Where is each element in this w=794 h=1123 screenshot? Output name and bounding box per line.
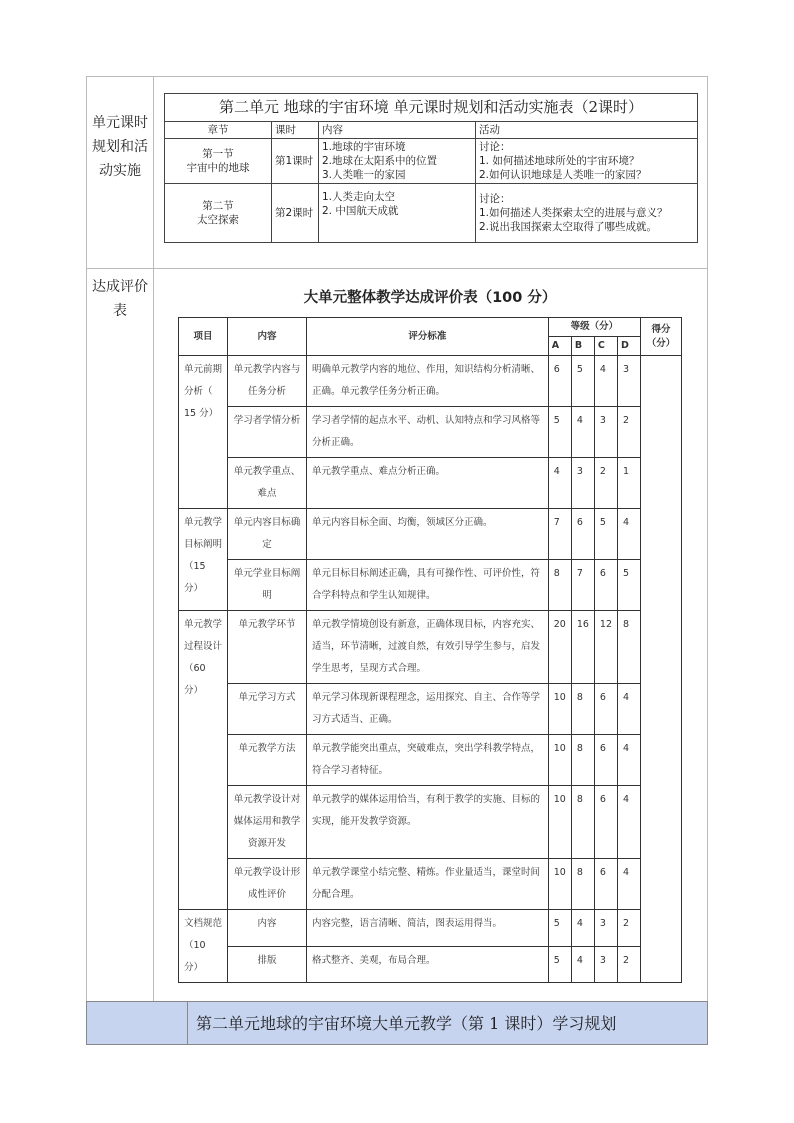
plan-content [319, 139, 476, 184]
grade-c: 3 [594, 910, 617, 947]
plan-period: 第2课时 [272, 184, 319, 242]
grade-c: 4 [594, 356, 617, 407]
eval-criteria: 内容完整，语言清晰、简洁，图表运用得当。 [307, 910, 549, 947]
eval-header-grade: 等级（分） [548, 318, 640, 337]
eval-content: 单元教学方法 [228, 735, 307, 786]
content-line: 2.地球在太阳系中的位置 [322, 155, 438, 167]
grade-d: 1 [618, 458, 641, 509]
plan-header-chapter: 章节 [165, 122, 272, 139]
eval-content: 内容 [228, 910, 307, 947]
grade-a: 6 [548, 356, 571, 407]
grade-d: 8 [618, 611, 641, 684]
eval-group-name: 单元前期分析（ 15 分） [179, 356, 228, 509]
eval-content: 单元内容目标确定 [228, 509, 307, 560]
grade-a: 5 [548, 946, 571, 983]
grade-d-header: D [618, 337, 641, 356]
activity-line: 讨论： [479, 192, 511, 205]
score-cell[interactable] [641, 356, 682, 983]
grade-b: 8 [571, 735, 594, 786]
grade-a: 20 [548, 611, 571, 684]
grade-c: 3 [594, 407, 617, 458]
activity-line: 1.如何描述人类探索太空的进展与意义？ [479, 206, 668, 219]
eval-row [179, 859, 682, 910]
grade-d: 5 [618, 560, 641, 611]
plan-chapter [165, 139, 272, 184]
content-line: 3.人类唯一的家园 [322, 169, 406, 181]
grade-d: 3 [618, 356, 641, 407]
grade-a: 5 [548, 407, 571, 458]
activity-line: 2.说出我国探索太空取得了哪些成就。 [479, 220, 658, 233]
eval-section-row [86, 269, 708, 1004]
eval-content: 单元学业目标阐明 [228, 560, 307, 611]
grade-b-header: B [571, 337, 594, 356]
eval-header-item: 项目 [179, 318, 228, 356]
eval-row [179, 786, 682, 859]
eval-content: 学习者学情分析 [228, 407, 307, 458]
eval-content: 单元教学设计形成性评价 [228, 859, 307, 910]
eval-criteria: 单元目标目标阐述正确，具有可操作性、可评价性，符合学科特点和学生认知规律。 [307, 560, 549, 611]
next-section-banner [86, 1001, 708, 1045]
plan-header-content: 内容 [319, 122, 476, 139]
grade-a: 4 [548, 458, 571, 509]
grade-c: 6 [594, 560, 617, 611]
chapter-title: 宇宙中的地球 [186, 162, 250, 174]
grade-b: 4 [571, 407, 594, 458]
grade-d: 4 [618, 735, 641, 786]
grade-a: 10 [548, 684, 571, 735]
grade-c-header: C [594, 337, 617, 356]
eval-criteria: 明确单元教学内容的地位、作用，知识结构分析清晰、正确。单元教学任务分析正确。 [307, 356, 549, 407]
grade-b: 8 [571, 859, 594, 910]
eval-header-criteria: 评分标准 [307, 318, 549, 356]
eval-content: 单元教学环节 [228, 611, 307, 684]
section-label-eval: 达成评价表 [87, 269, 154, 1003]
eval-row [179, 509, 682, 560]
chapter-number: 第二节 [202, 199, 234, 212]
eval-group-name: 单元教学目标阐明（15 分） [179, 509, 228, 611]
content-line: 2. 中国航天成就 [322, 205, 399, 217]
plan-table [164, 93, 698, 243]
grade-a: 10 [548, 859, 571, 910]
plan-header-activity: 活动 [476, 122, 698, 139]
grade-d: 4 [618, 859, 641, 910]
eval-row [179, 684, 682, 735]
grade-b: 7 [571, 560, 594, 611]
eval-row [179, 910, 682, 947]
plan-title: 第二单元 地球的宇宙环境 单元课时规划和活动实施表（2课时） [165, 94, 697, 122]
eval-criteria: 单元教学能突出重点，突破难点，突出学科教学特点，符合学习者特征。 [307, 735, 549, 786]
plan-content [319, 184, 476, 242]
eval-content: 单元教学内容与任务分析 [228, 356, 307, 407]
eval-row [179, 560, 682, 611]
grade-b: 3 [571, 458, 594, 509]
activity-line: 讨论： [479, 141, 511, 153]
grade-b: 8 [571, 786, 594, 859]
eval-header-content: 内容 [228, 318, 307, 356]
eval-row [179, 735, 682, 786]
eval-criteria: 学习者学情的起点水平、动机、认知特点和学习风格等分析正确。 [307, 407, 549, 458]
grade-d: 2 [618, 946, 641, 983]
grade-d: 2 [618, 910, 641, 947]
eval-table-block [170, 279, 690, 983]
grade-c: 12 [594, 611, 617, 684]
eval-criteria: 单元教学重点、难点分析正确。 [307, 458, 549, 509]
plan-activity [476, 184, 698, 242]
eval-content: 单元学习方式 [228, 684, 307, 735]
grade-a-header: A [548, 337, 571, 356]
grade-d: 4 [618, 509, 641, 560]
grade-c: 6 [594, 786, 617, 859]
eval-group-name: 单元教学过程设计（60 分） [179, 611, 228, 910]
grade-b: 6 [571, 509, 594, 560]
eval-group-name: 文档规范（10 分） [179, 910, 228, 983]
content-line: 1.地球的宇宙环境 [322, 141, 406, 153]
grade-c: 6 [594, 735, 617, 786]
document-table [86, 76, 708, 1004]
grade-a: 7 [548, 509, 571, 560]
eval-criteria: 单元内容目标全面、均衡，领域区分正确。 [307, 509, 549, 560]
plan-header-period: 课时 [272, 122, 319, 139]
eval-criteria: 单元教学的媒体运用恰当，有利于教学的实施、目标的实现，能开发教学资源。 [307, 786, 549, 859]
grade-a: 8 [548, 560, 571, 611]
banner-title: 第二单元地球的宇宙环境大单元教学（第 1 课时）学习规划 [188, 1002, 707, 1044]
eval-row [179, 356, 682, 407]
eval-criteria: 单元教学情境创设有新意，正确体现目标，内容充实、适当，环节清晰，过渡自然，有效引导学生参与，启发学生思考，呈现方式合理。 [307, 611, 549, 684]
eval-title: 大单元整体教学达成评价表（100 分） [303, 290, 557, 306]
grade-a: 10 [548, 786, 571, 859]
grade-a: 10 [548, 735, 571, 786]
plan-row [165, 184, 697, 242]
eval-section-content [154, 269, 707, 1003]
grade-c: 3 [594, 946, 617, 983]
plan-activity [476, 139, 698, 184]
grade-a: 5 [548, 910, 571, 947]
plan-section-row [86, 76, 708, 269]
eval-row [179, 458, 682, 509]
chapter-title: 太空探索 [197, 213, 239, 226]
eval-criteria: 格式整齐、美观，布局合理。 [307, 946, 549, 983]
plan-row [165, 139, 697, 184]
eval-content: 单元教学重点、难点 [228, 458, 307, 509]
grade-b: 4 [571, 946, 594, 983]
plan-period: 第1课时 [272, 139, 319, 184]
grade-d: 4 [618, 684, 641, 735]
activity-line: 2.如何认识地球是人类唯一的家园？ [479, 169, 647, 181]
eval-header-score: 得分（分） [641, 318, 682, 356]
grade-c: 6 [594, 684, 617, 735]
eval-row [179, 946, 682, 983]
plan-chapter [165, 184, 272, 242]
eval-criteria: 单元学习体现新课程理念，运用探究、自主、合作等学习方式适当、正确。 [307, 684, 549, 735]
chapter-number: 第一节 [202, 148, 234, 160]
grade-b: 5 [571, 356, 594, 407]
eval-row [179, 407, 682, 458]
grade-c: 5 [594, 509, 617, 560]
eval-content: 排版 [228, 946, 307, 983]
grade-b: 8 [571, 684, 594, 735]
grade-c: 6 [594, 859, 617, 910]
eval-criteria: 单元教学课堂小结完整、精炼。作业量适当，课堂时间分配合理。 [307, 859, 549, 910]
grade-b: 16 [571, 611, 594, 684]
grade-d: 2 [618, 407, 641, 458]
activity-line: 1. 如何描述地球所处的宇宙环境？ [479, 155, 640, 167]
banner-label-cell [87, 1002, 188, 1044]
grade-c: 2 [594, 458, 617, 509]
eval-content: 单元教学设计对媒体运用和教学资源开发 [228, 786, 307, 859]
grade-b: 4 [571, 910, 594, 947]
eval-table [178, 317, 682, 983]
content-line: 1.人类走向太空 [322, 191, 396, 203]
grade-d: 4 [618, 786, 641, 859]
eval-row [179, 611, 682, 684]
plan-section-content [154, 77, 707, 268]
section-label-plan: 单元课时规划和活动实施 [87, 77, 154, 268]
